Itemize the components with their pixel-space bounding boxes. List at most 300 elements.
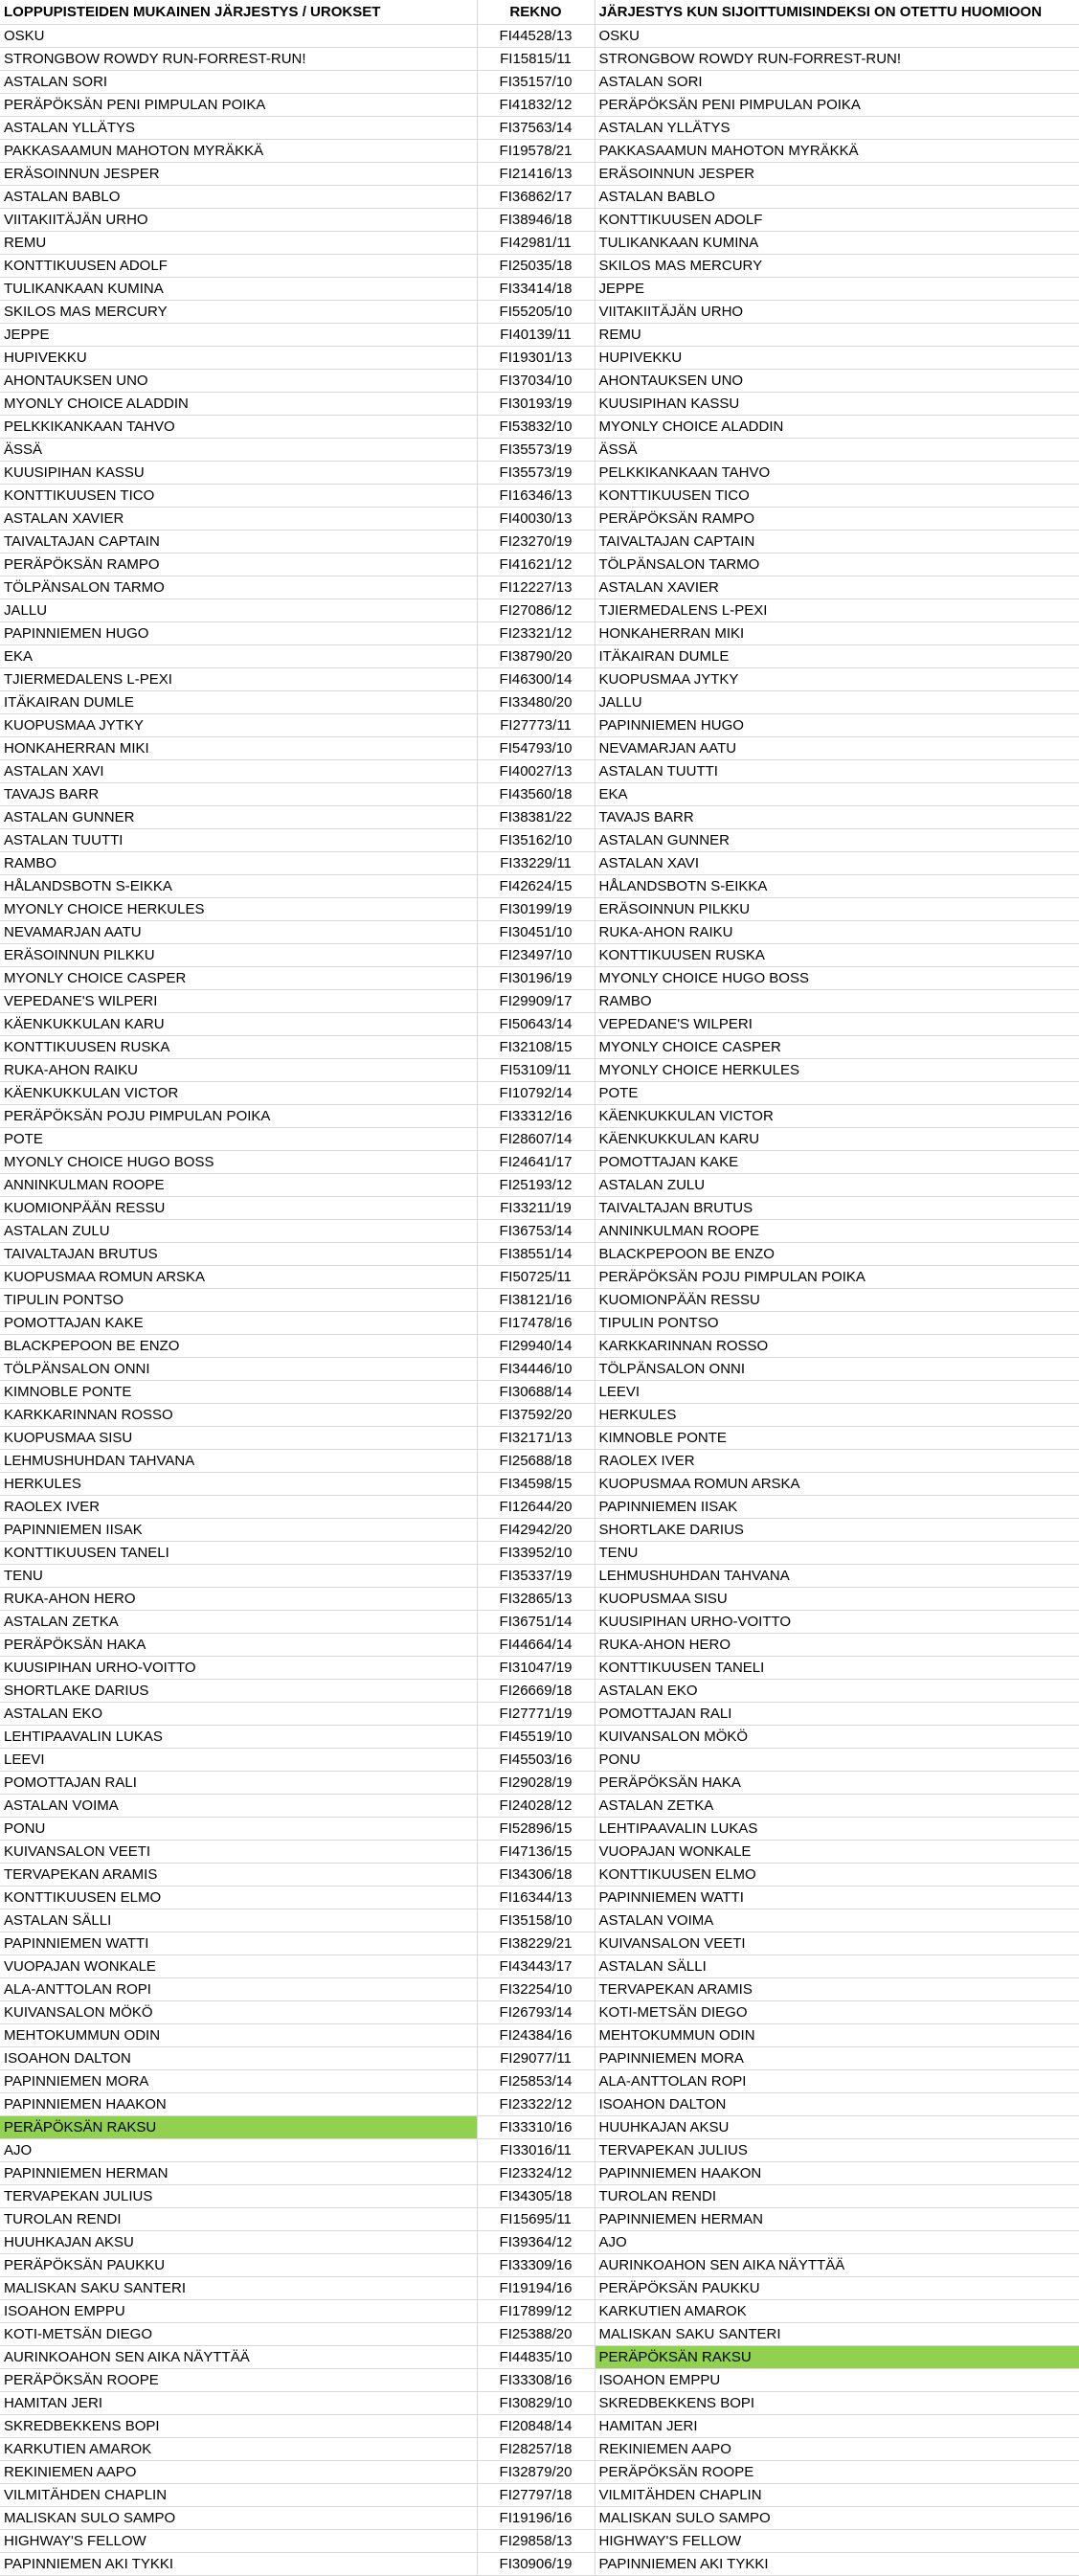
points-order-cell[interactable]: TERVAPEKAN ARAMIS [0,1863,477,1886]
points-order-cell[interactable]: MYONLY CHOICE HERKULES [0,897,477,920]
points-order-cell[interactable]: TIPULIN PONTSO [0,1288,477,1311]
index-order-cell[interactable]: PERÄPÖKSÄN PENI PIMPULAN POIKA [595,93,1079,116]
rekno-cell[interactable]: FI33312/16 [477,1104,595,1127]
points-order-cell[interactable]: KONTTIKUUSEN ADOLF [0,254,477,277]
points-order-cell[interactable]: RUKA-AHON RAIKU [0,1058,477,1081]
index-order-cell[interactable]: PAPINNIEMEN WATTI [595,1886,1079,1909]
index-order-cell[interactable]: RAOLEX IVER [595,1449,1079,1472]
points-order-cell[interactable]: ASTALAN XAVIER [0,507,477,530]
rekno-cell[interactable]: FI17478/16 [477,1311,595,1334]
rekno-cell[interactable]: FI34306/18 [477,1863,595,1886]
rekno-cell[interactable]: FI32108/15 [477,1035,595,1058]
index-order-cell[interactable]: TAIVALTAJAN BRUTUS [595,1196,1079,1219]
rekno-cell[interactable]: FI24641/17 [477,1150,595,1173]
index-order-cell[interactable]: ASTALAN ZULU [595,1173,1079,1196]
index-order-cell[interactable]: LEHMUSHUHDAN TAHVANA [595,1564,1079,1587]
points-order-cell[interactable]: ERÄSOINNUN PILKKU [0,943,477,966]
rekno-cell[interactable]: FI42981/11 [477,231,595,254]
points-order-cell[interactable]: ASTALAN VOIMA [0,1794,477,1817]
index-order-cell[interactable]: HÅLANDSBOTN S-EIKKA [595,874,1079,897]
index-order-cell[interactable]: HIGHWAY'S FELLOW [595,2529,1079,2552]
rekno-cell[interactable]: FI32879/20 [477,2460,595,2483]
points-order-cell[interactable]: MYONLY CHOICE ALADDIN [0,392,477,415]
index-order-cell[interactable]: PELKKIKANKAAN TAHVO [595,461,1079,484]
index-order-cell[interactable]: JALLU [595,690,1079,713]
points-order-cell[interactable]: MALISKAN SULO SAMPO [0,2506,477,2529]
points-order-cell[interactable]: POMOTTAJAN KAKE [0,1311,477,1334]
index-order-cell[interactable]: PERÄPÖKSÄN PAUKKU [595,2276,1079,2299]
index-order-cell[interactable]: MYONLY CHOICE ALADDIN [595,415,1079,438]
rekno-cell[interactable]: FI24028/12 [477,1794,595,1817]
index-order-cell[interactable]: ASTALAN EKO [595,1679,1079,1702]
index-order-cell[interactable]: ASTALAN SÄLLI [595,1955,1079,1977]
rekno-cell[interactable]: FI53832/10 [477,415,595,438]
points-order-cell[interactable]: MYONLY CHOICE CASPER [0,966,477,989]
points-order-cell[interactable]: BLACKPEPOON BE ENZO [0,1334,477,1357]
rekno-cell[interactable]: FI27773/11 [477,713,595,736]
index-order-cell[interactable]: KUUSIPIHAN URHO-VOITTO [595,1610,1079,1633]
rekno-cell[interactable]: FI33211/19 [477,1196,595,1219]
rekno-cell[interactable]: FI54793/10 [477,736,595,759]
index-order-cell[interactable]: REKINIEMEN AAPO [595,2437,1079,2460]
index-order-cell[interactable]: KOTI-METSÄN DIEGO [595,2000,1079,2023]
index-order-cell[interactable]: NEVAMARJAN AATU [595,736,1079,759]
points-order-cell[interactable]: MALISKAN SAKU SANTERI [0,2276,477,2299]
points-order-cell[interactable]: KUIVANSALON MÖKÖ [0,2000,477,2023]
rekno-cell[interactable]: FI30451/10 [477,920,595,943]
index-order-cell[interactable]: PAPINNIEMEN MORA [595,2046,1079,2069]
rekno-cell[interactable]: FI25035/18 [477,254,595,277]
rekno-cell[interactable]: FI34598/15 [477,1472,595,1495]
rekno-cell[interactable]: FI26793/14 [477,2000,595,2023]
rekno-cell[interactable]: FI40139/11 [477,323,595,346]
rekno-cell[interactable]: FI33308/16 [477,2368,595,2391]
rekno-cell[interactable]: FI30829/10 [477,2391,595,2414]
points-order-cell[interactable]: TAIVALTAJAN CAPTAIN [0,530,477,553]
index-order-cell[interactable]: MEHTOKUMMUN ODIN [595,2023,1079,2046]
points-order-cell[interactable]: LEEVI [0,1748,477,1771]
rekno-cell[interactable]: FI25688/18 [477,1449,595,1472]
rekno-cell[interactable]: FI55205/10 [477,300,595,323]
rekno-cell[interactable]: FI39364/12 [477,2230,595,2253]
index-order-cell[interactable]: RUKA-AHON RAIKU [595,920,1079,943]
rekno-cell[interactable]: FI32865/13 [477,1587,595,1610]
index-order-cell[interactable]: PAKKASAAMUN MAHOTON MYRÄKKÄ [595,139,1079,162]
points-order-cell[interactable]: POTE [0,1127,477,1150]
rekno-cell[interactable]: FI26669/18 [477,1679,595,1702]
points-order-cell[interactable]: JEPPE [0,323,477,346]
points-order-cell[interactable]: VEPEDANE'S WILPERI [0,989,477,1012]
index-order-cell[interactable]: KÄENKUKKULAN VICTOR [595,1104,1079,1127]
index-order-cell[interactable]: ISOAHON DALTON [595,2092,1079,2115]
rekno-cell[interactable]: FI19578/21 [477,139,595,162]
index-order-cell[interactable]: AURINKOAHON SEN AIKA NÄYTTÄÄ [595,2253,1079,2276]
rekno-cell[interactable]: FI33229/11 [477,851,595,874]
rekno-cell[interactable]: FI32171/13 [477,1426,595,1449]
index-order-cell[interactable]: PERÄPÖKSÄN RAKSU [595,2345,1079,2368]
points-order-cell[interactable]: KIMNOBLE PONTE [0,1380,477,1403]
points-order-cell[interactable]: NEVAMARJAN AATU [0,920,477,943]
rekno-cell[interactable]: FI32254/10 [477,1977,595,2000]
rekno-cell[interactable]: FI23497/10 [477,943,595,966]
index-order-cell[interactable]: PAPINNIEMEN AKI TYKKI [595,2552,1079,2575]
index-order-cell[interactable]: PERÄPÖKSÄN ROOPE [595,2460,1079,2483]
points-order-cell[interactable]: ASTALAN SÄLLI [0,1909,477,1932]
points-order-cell[interactable]: HUUHKAJAN AKSU [0,2230,477,2253]
points-order-cell[interactable]: ÄSSÄ [0,438,477,461]
points-order-cell[interactable]: HÅLANDSBOTN S-EIKKA [0,874,477,897]
points-order-cell[interactable]: RUKA-AHON HERO [0,1587,477,1610]
points-order-cell[interactable]: PAPINNIEMEN IISAK [0,1518,477,1541]
index-order-cell[interactable]: SKREDBEKKENS BOPI [595,2391,1079,2414]
points-order-cell[interactable]: KUIVANSALON VEETI [0,1840,477,1863]
points-order-cell[interactable]: ALA-ANTTOLAN ROPI [0,1977,477,2000]
points-order-cell[interactable]: TJIERMEDALENS L-PEXI [0,667,477,690]
rekno-cell[interactable]: FI34305/18 [477,2184,595,2207]
points-order-cell[interactable]: TENU [0,1564,477,1587]
index-order-cell[interactable]: POMOTTAJAN RALI [595,1702,1079,1725]
rekno-cell[interactable]: FI38229/21 [477,1932,595,1955]
points-order-cell[interactable]: ISOAHON EMPPU [0,2299,477,2322]
rekno-cell[interactable]: FI10792/14 [477,1081,595,1104]
points-order-cell[interactable]: HONKAHERRAN MIKI [0,736,477,759]
points-order-cell[interactable]: SKILOS MAS MERCURY [0,300,477,323]
rekno-cell[interactable]: FI29940/14 [477,1334,595,1357]
rekno-cell[interactable]: FI52896/15 [477,1817,595,1840]
index-order-cell[interactable]: AJO [595,2230,1079,2253]
rekno-cell[interactable]: FI25853/14 [477,2069,595,2092]
points-order-cell[interactable]: SHORTLAKE DARIUS [0,1679,477,1702]
rekno-cell[interactable]: FI50643/14 [477,1012,595,1035]
rekno-cell[interactable]: FI20848/14 [477,2414,595,2437]
index-order-cell[interactable]: MYONLY CHOICE HUGO BOSS [595,966,1079,989]
index-order-cell[interactable]: ASTALAN YLLÄTYS [595,116,1079,139]
points-order-cell[interactable]: PAKKASAAMUN MAHOTON MYRÄKKÄ [0,139,477,162]
points-order-cell[interactable]: KÄENKUKKULAN VICTOR [0,1081,477,1104]
index-order-cell[interactable]: KUIVANSALON MÖKÖ [595,1725,1079,1748]
points-order-cell[interactable]: OSKU [0,24,477,47]
index-order-cell[interactable]: KONTTIKUUSEN TANELI [595,1656,1079,1679]
index-order-cell[interactable]: PERÄPÖKSÄN HAKA [595,1771,1079,1794]
index-order-cell[interactable]: HONKAHERRAN MIKI [595,621,1079,644]
index-order-cell[interactable]: MYONLY CHOICE HERKULES [595,1058,1079,1081]
points-order-cell[interactable]: AJO [0,2138,477,2161]
points-order-cell[interactable]: PERÄPÖKSÄN ROOPE [0,2368,477,2391]
rekno-cell[interactable]: FI30688/14 [477,1380,595,1403]
rekno-cell[interactable]: FI35573/19 [477,438,595,461]
points-order-cell[interactable]: PAPINNIEMEN HAAKON [0,2092,477,2115]
index-order-cell[interactable]: RAMBO [595,989,1079,1012]
rekno-cell[interactable]: FI33480/20 [477,690,595,713]
index-order-cell[interactable]: POMOTTAJAN KAKE [595,1150,1079,1173]
rekno-cell[interactable]: FI42624/15 [477,874,595,897]
rekno-cell[interactable]: FI27771/19 [477,1702,595,1725]
rekno-cell[interactable]: FI29909/17 [477,989,595,1012]
rekno-cell[interactable]: FI23270/19 [477,530,595,553]
points-order-cell[interactable]: ASTALAN EKO [0,1702,477,1725]
index-order-cell[interactable]: OSKU [595,24,1079,47]
rekno-cell[interactable]: FI28607/14 [477,1127,595,1150]
rekno-cell[interactable]: FI41621/12 [477,553,595,576]
points-order-cell[interactable]: KONTTIKUUSEN ELMO [0,1886,477,1909]
rekno-cell[interactable]: FI35162/10 [477,828,595,851]
points-order-cell[interactable]: ASTALAN SORI [0,70,477,93]
points-order-cell[interactable]: KUOPUSMAA ROMUN ARSKA [0,1265,477,1288]
index-order-cell[interactable]: ASTALAN SORI [595,70,1079,93]
index-order-cell[interactable]: HUPIVEKKU [595,346,1079,369]
points-order-cell[interactable]: PAPINNIEMEN WATTI [0,1932,477,1955]
rekno-cell[interactable]: FI36862/17 [477,185,595,208]
points-order-cell[interactable]: ASTALAN YLLÄTYS [0,116,477,139]
index-order-cell[interactable]: PAPINNIEMEN HUGO [595,713,1079,736]
index-order-cell[interactable]: ANNINKULMAN ROOPE [595,1219,1079,1242]
rekno-cell[interactable]: FI38790/20 [477,644,595,667]
rekno-cell[interactable]: FI41832/12 [477,93,595,116]
index-order-cell[interactable]: EKA [595,782,1079,805]
index-order-cell[interactable]: ASTALAN GUNNER [595,828,1079,851]
points-order-cell[interactable]: RAMBO [0,851,477,874]
index-order-cell[interactable]: LEHTIPAAVALIN LUKAS [595,1817,1079,1840]
points-order-cell[interactable]: MEHTOKUMMUN ODIN [0,2023,477,2046]
rekno-cell[interactable]: FI24384/16 [477,2023,595,2046]
rekno-cell[interactable]: FI44664/14 [477,1633,595,1656]
index-order-cell[interactable]: TAIVALTAJAN CAPTAIN [595,530,1079,553]
index-order-cell[interactable]: HAMITAN JERI [595,2414,1079,2437]
rekno-cell[interactable]: FI53109/11 [477,1058,595,1081]
rekno-cell[interactable]: FI27797/18 [477,2483,595,2506]
index-order-cell[interactable]: HERKULES [595,1403,1079,1426]
header-rekno[interactable]: REKNO [477,0,595,24]
points-order-cell[interactable]: ASTALAN GUNNER [0,805,477,828]
points-order-cell[interactable]: ASTALAN XAVI [0,759,477,782]
points-order-cell[interactable]: HUPIVEKKU [0,346,477,369]
points-order-cell[interactable]: KUUSIPIHAN KASSU [0,461,477,484]
rekno-cell[interactable]: FI15695/11 [477,2207,595,2230]
rekno-cell[interactable]: FI33310/16 [477,2115,595,2138]
rekno-cell[interactable]: FI47136/15 [477,1840,595,1863]
points-order-cell[interactable]: ISOAHON DALTON [0,2046,477,2069]
rekno-cell[interactable]: FI28257/18 [477,2437,595,2460]
rekno-cell[interactable]: FI33414/18 [477,277,595,300]
index-order-cell[interactable]: ASTALAN BABLO [595,185,1079,208]
rekno-cell[interactable]: FI29858/13 [477,2529,595,2552]
rekno-cell[interactable]: FI42942/20 [477,1518,595,1541]
rekno-cell[interactable]: FI35157/10 [477,70,595,93]
rekno-cell[interactable]: FI38551/14 [477,1242,595,1265]
points-order-cell[interactable]: PAPINNIEMEN HUGO [0,621,477,644]
points-order-cell[interactable]: LEHMUSHUHDAN TAHVANA [0,1449,477,1472]
points-order-cell[interactable]: KÄENKUKKULAN KARU [0,1012,477,1035]
rekno-cell[interactable]: FI45503/16 [477,1748,595,1771]
index-order-cell[interactable]: REMU [595,323,1079,346]
rekno-cell[interactable]: FI19194/16 [477,2276,595,2299]
points-order-cell[interactable]: STRONGBOW ROWDY RUN-FORREST-RUN! [0,47,477,70]
rekno-cell[interactable]: FI33952/10 [477,1541,595,1564]
points-order-cell[interactable]: TUROLAN RENDI [0,2207,477,2230]
points-order-cell[interactable]: ASTALAN ZETKA [0,1610,477,1633]
index-order-cell[interactable]: KUOPUSMAA SISU [595,1587,1079,1610]
index-order-cell[interactable]: PAPINNIEMEN HAAKON [595,2161,1079,2184]
points-order-cell[interactable]: KONTTIKUUSEN TICO [0,484,477,507]
rekno-cell[interactable]: FI46300/14 [477,667,595,690]
points-order-cell[interactable]: VUOPAJAN WONKALE [0,1955,477,1977]
index-order-cell[interactable]: MALISKAN SULO SAMPO [595,2506,1079,2529]
points-order-cell[interactable]: KUUSIPIHAN URHO-VOITTO [0,1656,477,1679]
rekno-cell[interactable]: FI12227/13 [477,576,595,599]
points-order-cell[interactable]: VIITAKIITÄJÄN URHO [0,208,477,231]
index-order-cell[interactable]: PAPINNIEMEN IISAK [595,1495,1079,1518]
index-order-cell[interactable]: KARKUTIEN AMAROK [595,2299,1079,2322]
index-order-cell[interactable]: PAPINNIEMEN HERMAN [595,2207,1079,2230]
rekno-cell[interactable]: FI30906/19 [477,2552,595,2575]
rekno-cell[interactable]: FI27086/12 [477,599,595,621]
index-order-cell[interactable]: TAVAJS BARR [595,805,1079,828]
points-order-cell[interactable]: TULIKANKAAN KUMINA [0,277,477,300]
points-order-cell[interactable]: ERÄSOINNUN JESPER [0,162,477,185]
points-order-cell[interactable]: PAPINNIEMEN AKI TYKKI [0,2552,477,2575]
rekno-cell[interactable]: FI16346/13 [477,484,595,507]
index-order-cell[interactable]: TULIKANKAAN KUMINA [595,231,1079,254]
index-order-cell[interactable]: KIMNOBLE PONTE [595,1426,1079,1449]
rekno-cell[interactable]: FI17899/12 [477,2299,595,2322]
rekno-cell[interactable]: FI38121/16 [477,1288,595,1311]
points-order-cell[interactable]: MYONLY CHOICE HUGO BOSS [0,1150,477,1173]
points-order-cell[interactable]: POMOTTAJAN RALI [0,1771,477,1794]
points-order-cell[interactable]: KONTTIKUUSEN RUSKA [0,1035,477,1058]
rekno-cell[interactable]: FI40030/13 [477,507,595,530]
points-order-cell[interactable]: KOTI-METSÄN DIEGO [0,2322,477,2345]
points-order-cell[interactable]: PERÄPÖKSÄN PENI PIMPULAN POIKA [0,93,477,116]
index-order-cell[interactable]: POTE [595,1081,1079,1104]
rekno-cell[interactable]: FI33016/11 [477,2138,595,2161]
index-order-cell[interactable]: TERVAPEKAN ARAMIS [595,1977,1079,2000]
points-order-cell[interactable]: PAPINNIEMEN MORA [0,2069,477,2092]
rekno-cell[interactable]: FI12644/20 [477,1495,595,1518]
rekno-cell[interactable]: FI33309/16 [477,2253,595,2276]
rekno-cell[interactable]: FI19196/16 [477,2506,595,2529]
points-order-cell[interactable]: ANNINKULMAN ROOPE [0,1173,477,1196]
index-order-cell[interactable]: PERÄPÖKSÄN RAMPO [595,507,1079,530]
index-order-cell[interactable]: MALISKAN SAKU SANTERI [595,2322,1079,2345]
points-order-cell[interactable]: ITÄKAIRAN DUMLE [0,690,477,713]
rekno-cell[interactable]: FI43443/17 [477,1955,595,1977]
points-order-cell[interactable]: PERÄPÖKSÄN PAUKKU [0,2253,477,2276]
points-order-cell[interactable]: TÖLPÄNSALON ONNI [0,1357,477,1380]
rekno-cell[interactable]: FI23321/12 [477,621,595,644]
index-order-cell[interactable]: ERÄSOINNUN PILKKU [595,897,1079,920]
index-order-cell[interactable]: ASTALAN ZETKA [595,1794,1079,1817]
rekno-cell[interactable]: FI38946/18 [477,208,595,231]
index-order-cell[interactable]: RUKA-AHON HERO [595,1633,1079,1656]
points-order-cell[interactable]: PERÄPÖKSÄN RAKSU [0,2115,477,2138]
rekno-cell[interactable]: FI34446/10 [477,1357,595,1380]
rekno-cell[interactable]: FI25193/12 [477,1173,595,1196]
rekno-cell[interactable]: FI35573/19 [477,461,595,484]
points-order-cell[interactable]: PERÄPÖKSÄN POJU PIMPULAN POIKA [0,1104,477,1127]
points-order-cell[interactable]: HERKULES [0,1472,477,1495]
points-order-cell[interactable]: TÖLPÄNSALON TARMO [0,576,477,599]
index-order-cell[interactable]: ASTALAN VOIMA [595,1909,1079,1932]
index-order-cell[interactable]: TÖLPÄNSALON ONNI [595,1357,1079,1380]
rekno-cell[interactable]: FI35158/10 [477,1909,595,1932]
rekno-cell[interactable]: FI37563/14 [477,116,595,139]
points-order-cell[interactable]: REKINIEMEN AAPO [0,2460,477,2483]
rekno-cell[interactable]: FI38381/22 [477,805,595,828]
points-order-cell[interactable]: PERÄPÖKSÄN HAKA [0,1633,477,1656]
rekno-cell[interactable]: FI29077/11 [477,2046,595,2069]
index-order-cell[interactable]: ITÄKAIRAN DUMLE [595,644,1079,667]
rekno-cell[interactable]: FI36753/14 [477,1219,595,1242]
points-order-cell[interactable]: PERÄPÖKSÄN RAMPO [0,553,477,576]
points-order-cell[interactable]: TAVAJS BARR [0,782,477,805]
points-order-cell[interactable]: VILMITÄHDEN CHAPLIN [0,2483,477,2506]
index-order-cell[interactable]: KUIVANSALON VEETI [595,1932,1079,1955]
header-index-order[interactable]: JÄRJESTYS KUN SIJOITTUMISINDEKSI ON OTETTU HUOMIOON [595,0,1079,24]
index-order-cell[interactable]: KARKKARINNAN ROSSO [595,1334,1079,1357]
rekno-cell[interactable]: FI23322/12 [477,2092,595,2115]
points-order-cell[interactable]: ASTALAN TUUTTI [0,828,477,851]
points-order-cell[interactable]: TAIVALTAJAN BRUTUS [0,1242,477,1265]
index-order-cell[interactable]: TJIERMEDALENS L-PEXI [595,599,1079,621]
rekno-cell[interactable]: FI25388/20 [477,2322,595,2345]
index-order-cell[interactable]: TUROLAN RENDI [595,2184,1079,2207]
points-order-cell[interactable]: PONU [0,1817,477,1840]
index-order-cell[interactable]: MYONLY CHOICE CASPER [595,1035,1079,1058]
index-order-cell[interactable]: VIITAKIITÄJÄN URHO [595,300,1079,323]
index-order-cell[interactable]: KUOMIONPÄÄN RESSU [595,1288,1079,1311]
index-order-cell[interactable]: KONTTIKUUSEN TICO [595,484,1079,507]
rekno-cell[interactable]: FI15815/11 [477,47,595,70]
index-order-cell[interactable]: KONTTIKUUSEN RUSKA [595,943,1079,966]
index-order-cell[interactable]: AHONTAUKSEN UNO [595,369,1079,392]
points-order-cell[interactable]: KARKUTIEN AMAROK [0,2437,477,2460]
rekno-cell[interactable]: FI37592/20 [477,1403,595,1426]
index-order-cell[interactable]: ASTALAN TUUTTI [595,759,1079,782]
rekno-cell[interactable]: FI36751/14 [477,1610,595,1633]
index-order-cell[interactable]: ÄSSÄ [595,438,1079,461]
index-order-cell[interactable]: ALA-ANTTOLAN ROPI [595,2069,1079,2092]
index-order-cell[interactable]: SKILOS MAS MERCURY [595,254,1079,277]
index-order-cell[interactable]: KÄENKUKKULAN KARU [595,1127,1079,1150]
index-order-cell[interactable]: VILMITÄHDEN CHAPLIN [595,2483,1079,2506]
index-order-cell[interactable]: JEPPE [595,277,1079,300]
rekno-cell[interactable]: FI44835/10 [477,2345,595,2368]
header-points-order[interactable]: LOPPUPISTEIDEN MUKAINEN JÄRJESTYS / UROKSET [0,0,477,24]
index-order-cell[interactable]: HUUHKAJAN AKSU [595,2115,1079,2138]
points-order-cell[interactable]: PAPINNIEMEN HERMAN [0,2161,477,2184]
index-order-cell[interactable]: TÖLPÄNSALON TARMO [595,553,1079,576]
index-order-cell[interactable]: KUOPUSMAA JYTKY [595,667,1079,690]
rekno-cell[interactable]: FI23324/12 [477,2161,595,2184]
index-order-cell[interactable]: KONTTIKUUSEN ADOLF [595,208,1079,231]
points-order-cell[interactable]: PELKKIKANKAAN TAHVO [0,415,477,438]
points-order-cell[interactable]: KONTTIKUUSEN TANELI [0,1541,477,1564]
index-order-cell[interactable]: KUOPUSMAA ROMUN ARSKA [595,1472,1079,1495]
rekno-cell[interactable]: FI50725/11 [477,1265,595,1288]
points-order-cell[interactable]: EKA [0,644,477,667]
points-order-cell[interactable]: ASTALAN BABLO [0,185,477,208]
points-order-cell[interactable]: JALLU [0,599,477,621]
index-order-cell[interactable]: ASTALAN XAVIER [595,576,1079,599]
rekno-cell[interactable]: FI29028/19 [477,1771,595,1794]
points-order-cell[interactable]: HAMITAN JERI [0,2391,477,2414]
rekno-cell[interactable]: FI21416/13 [477,162,595,185]
index-order-cell[interactable]: PERÄPÖKSÄN POJU PIMPULAN POIKA [595,1265,1079,1288]
index-order-cell[interactable]: ERÄSOINNUN JESPER [595,162,1079,185]
points-order-cell[interactable]: REMU [0,231,477,254]
rekno-cell[interactable]: FI45519/10 [477,1725,595,1748]
rekno-cell[interactable]: FI30193/19 [477,392,595,415]
